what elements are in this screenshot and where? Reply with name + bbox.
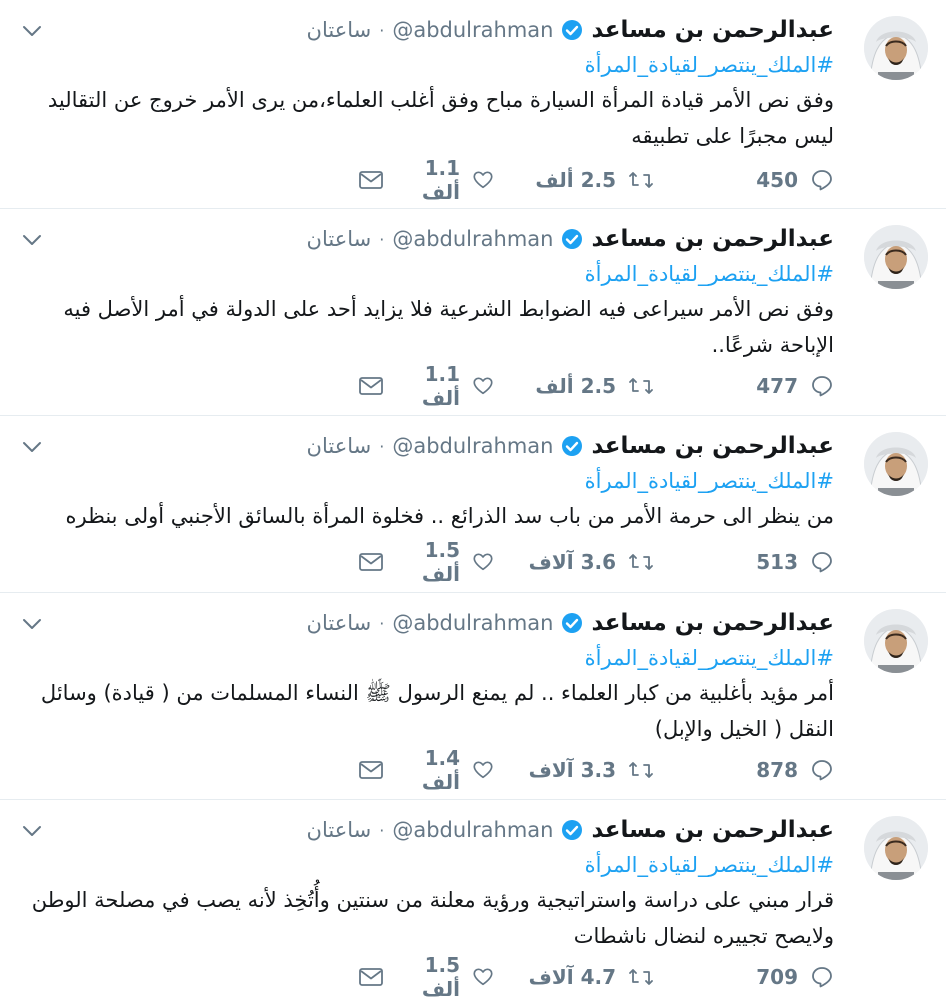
reply-button[interactable] [654, 550, 834, 574]
author-handle[interactable]: @abdulrahman [392, 818, 554, 842]
reply-button[interactable] [654, 758, 834, 782]
tweet-text: قرار مبني على دراسة واستراتيجية ورؤية معلنة من سنتين وأُتُخِذ لأنه يصب في مصلحة الوطن ولايصح تجييره لنضال ناشطات [31, 888, 834, 948]
retweet-icon [628, 758, 654, 782]
retweet-button[interactable] [494, 550, 654, 574]
like-icon [472, 169, 494, 191]
tweet[interactable] [0, 593, 946, 800]
retweet-icon [628, 168, 654, 192]
reply-count: 477 [756, 374, 798, 398]
retweet-count: 2.5 ألف [535, 168, 616, 192]
separator-dot: · [379, 820, 385, 840]
tweet-text: وفق نص الأمر قيادة المرأة السيارة مباح وفق أغلب العلماء،من يرى الأمر خروج عن التقاليد ليس مجبرًا على تطبيقه [47, 88, 834, 148]
tweet-timestamp[interactable]: ساعتان [306, 818, 372, 842]
like-count: 1.5 ألف [421, 538, 460, 586]
retweet-count: 4.7 آلاف [528, 965, 616, 989]
reply-count: 513 [756, 550, 798, 574]
avatar-image [864, 225, 928, 289]
retweet-button[interactable] [494, 965, 654, 989]
verified-badge-icon [561, 435, 583, 457]
author-handle[interactable]: @abdulrahman [392, 18, 554, 42]
avatar[interactable] [864, 225, 928, 289]
direct-message-button[interactable] [344, 551, 384, 573]
retweet-icon [628, 965, 654, 989]
author-name[interactable]: عبدالرحمن بن مساعد [591, 610, 834, 636]
tweet[interactable] [0, 416, 946, 593]
avatar-image [864, 816, 928, 880]
reply-icon [810, 168, 834, 192]
tweet-actions [344, 953, 834, 1000]
retweet-icon [628, 550, 654, 574]
like-button[interactable] [384, 953, 494, 1000]
tweet-text: أمر مؤيد بأغلبية من كبار العلماء .. لم يمنع الرسول ﷺ النساء المسلمات من ( قيادة) وسائل النقل ( الخيل والإبل) [40, 681, 834, 741]
avatar-image [864, 16, 928, 80]
retweet-count: 3.6 آلاف [528, 550, 616, 574]
direct-message-button[interactable] [344, 759, 384, 781]
verified-badge-icon [561, 19, 583, 41]
chevron-down-icon[interactable] [18, 611, 46, 637]
reply-count: 709 [756, 965, 798, 989]
author-handle[interactable]: @abdulrahman [392, 434, 554, 458]
retweet-count: 2.5 ألف [535, 374, 616, 398]
separator-dot: · [379, 229, 385, 249]
direct-message-icon [358, 169, 384, 191]
separator-dot: · [379, 20, 385, 40]
avatar[interactable] [864, 816, 928, 880]
retweet-button[interactable] [494, 168, 654, 192]
avatar[interactable] [864, 609, 928, 673]
tweet-actions [344, 746, 834, 794]
verified-badge-icon [561, 819, 583, 841]
reply-count: 450 [756, 168, 798, 192]
retweet-button[interactable] [494, 758, 654, 782]
like-count: 1.1 ألف [421, 156, 460, 204]
reply-icon [810, 965, 834, 989]
hashtag-link[interactable]: #الملك_ينتصر_لقيادة_المرأة [584, 646, 834, 670]
reply-count: 878 [756, 758, 798, 782]
verified-badge-icon [561, 612, 583, 634]
like-count: 1.1 ألف [421, 362, 460, 410]
tweet-text: من ينظر الى حرمة الأمر من باب سد الذرائع .. فخلوة المرأة بالسائق الأجنبي أولى بنظره [65, 504, 834, 528]
retweet-button[interactable] [494, 374, 654, 398]
direct-message-icon [358, 551, 384, 573]
author-name[interactable]: عبدالرحمن بن مساعد [591, 17, 834, 43]
hashtag-link[interactable]: #الملك_ينتصر_لقيادة_المرأة [584, 469, 834, 493]
direct-message-icon [358, 759, 384, 781]
chevron-down-icon[interactable] [18, 434, 46, 460]
direct-message-icon [358, 966, 384, 988]
reply-icon [810, 550, 834, 574]
tweet-timestamp[interactable]: ساعتان [306, 18, 372, 42]
separator-dot: · [379, 613, 385, 633]
hashtag-link[interactable]: #الملك_ينتصر_لقيادة_المرأة [584, 262, 834, 286]
reply-icon [810, 758, 834, 782]
like-icon [472, 551, 494, 573]
tweet-actions [344, 362, 834, 410]
retweet-count: 3.3 آلاف [528, 758, 616, 782]
hashtag-link[interactable]: #الملك_ينتصر_لقيادة_المرأة [584, 853, 834, 877]
reply-icon [810, 374, 834, 398]
direct-message-button[interactable] [344, 169, 384, 191]
chevron-down-icon[interactable] [18, 818, 46, 844]
chevron-down-icon[interactable] [18, 227, 46, 253]
chevron-down-icon[interactable] [18, 18, 46, 44]
like-button[interactable] [384, 746, 494, 794]
direct-message-button[interactable] [344, 966, 384, 988]
tweet-timestamp[interactable]: ساعتان [306, 434, 372, 458]
like-count: 1.4 ألف [421, 746, 460, 794]
tweet-actions [344, 156, 834, 204]
like-icon [472, 375, 494, 397]
like-button[interactable] [384, 362, 494, 410]
like-button[interactable] [384, 156, 494, 204]
tweet[interactable] [0, 800, 946, 1000]
author-handle[interactable]: @abdulrahman [392, 611, 554, 635]
reply-button[interactable] [654, 168, 834, 192]
tweet-timestamp[interactable]: ساعتان [306, 611, 372, 635]
hashtag-link[interactable]: #الملك_ينتصر_لقيادة_المرأة [584, 53, 834, 77]
tweet-timestamp[interactable]: ساعتان [306, 227, 372, 251]
reply-button[interactable] [654, 374, 834, 398]
author-name[interactable]: عبدالرحمن بن مساعد [591, 433, 834, 459]
like-icon [472, 759, 494, 781]
avatar-image [864, 609, 928, 673]
direct-message-icon [358, 375, 384, 397]
verified-badge-icon [561, 228, 583, 250]
author-name[interactable]: عبدالرحمن بن مساعد [591, 817, 834, 843]
tweet-text: وفق نص الأمر سيراعى فيه الضوابط الشرعية فلا يزايد أحد على الدولة في أمر الأصل فيه الإباحة شرعًا.. [63, 297, 834, 357]
separator-dot: · [379, 436, 385, 456]
direct-message-button[interactable] [344, 375, 384, 397]
avatar[interactable] [864, 16, 928, 80]
retweet-icon [628, 374, 654, 398]
tweet[interactable] [0, 209, 946, 416]
tweet[interactable] [0, 0, 946, 209]
tweet-actions [344, 538, 834, 586]
like-count: 1.5 ألف [421, 953, 460, 1000]
avatar[interactable] [864, 432, 928, 496]
author-handle[interactable]: @abdulrahman [392, 227, 554, 251]
avatar-image [864, 432, 928, 496]
like-icon [472, 966, 494, 988]
reply-button[interactable] [654, 965, 834, 989]
like-button[interactable] [384, 538, 494, 586]
author-name[interactable]: عبدالرحمن بن مساعد [591, 226, 834, 252]
